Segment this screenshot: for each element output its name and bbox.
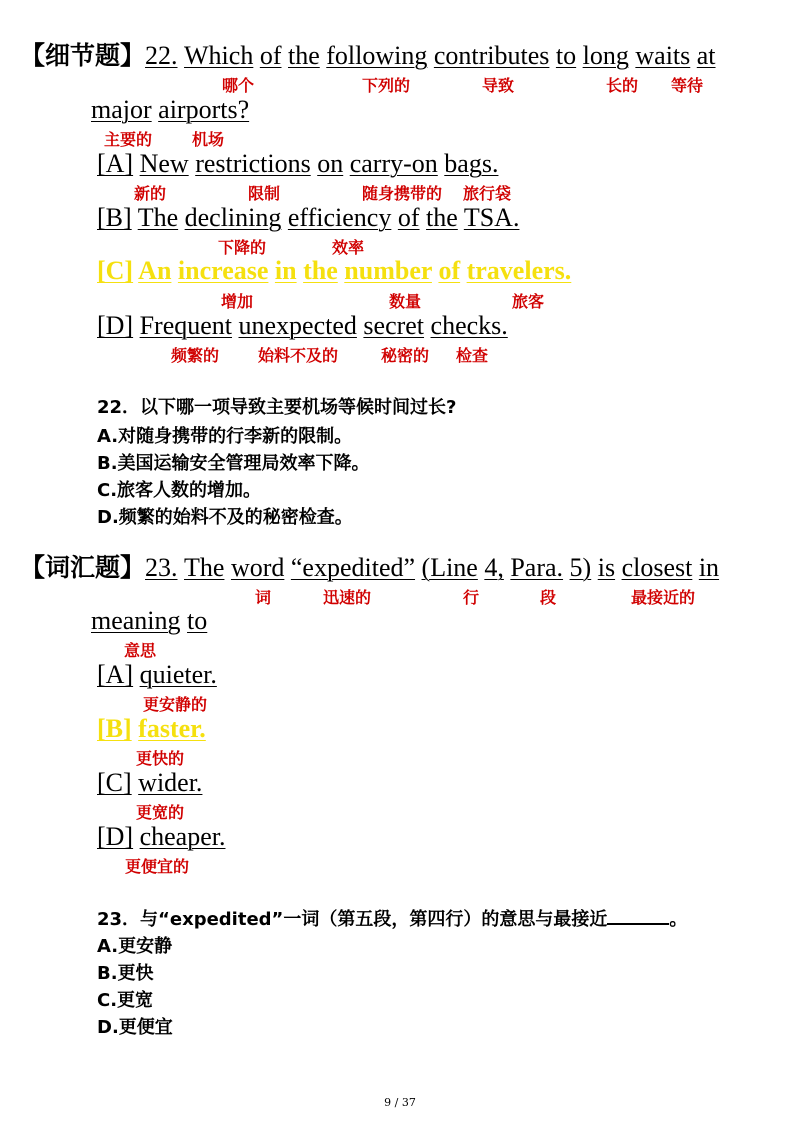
word: following	[326, 41, 428, 70]
gloss: 下列的	[362, 76, 411, 95]
word: Frequent	[139, 311, 233, 340]
word: travelers.	[466, 256, 572, 285]
gloss: 旅客	[512, 292, 545, 311]
option-letter: [D]	[97, 311, 134, 340]
q23-type-tag: 【词汇题】	[20, 553, 146, 582]
word: efficiency	[287, 203, 392, 232]
gloss: 段	[540, 588, 557, 607]
q23-translation-a: A.更安静	[97, 936, 173, 957]
word: on	[317, 149, 344, 178]
q23-translation-stem	[97, 909, 687, 931]
option-letter: [A]	[97, 660, 134, 689]
word: New	[139, 149, 189, 178]
gloss: 检查	[456, 346, 489, 365]
word: (Line	[421, 553, 478, 582]
word: of	[438, 256, 461, 285]
q23-option-d	[97, 822, 225, 852]
word: restrictions	[195, 149, 311, 178]
q22-option-c	[97, 256, 571, 286]
gloss: 更安静的	[143, 695, 208, 714]
word: cheaper.	[139, 822, 226, 851]
word: secret	[363, 311, 425, 340]
q22-option-a	[97, 149, 498, 179]
q22-stem-line1	[20, 41, 716, 71]
gloss: 长的	[606, 76, 639, 95]
translation-text: 。	[669, 909, 688, 930]
word: 4,	[484, 553, 504, 582]
word: the	[303, 256, 338, 285]
q22-stem-line2	[91, 95, 249, 125]
gloss: 更快的	[136, 749, 185, 768]
gloss: 频繁的	[171, 346, 220, 365]
q22-translation-c: C.旅客人数的增加。	[97, 480, 262, 501]
word: at	[696, 41, 716, 70]
word: The	[137, 203, 179, 232]
word: bags.	[444, 149, 499, 178]
word: An	[138, 256, 172, 285]
word: the	[288, 41, 320, 70]
gloss: 最接近的	[631, 588, 696, 607]
word: 22.	[145, 41, 178, 70]
answer-blank	[607, 909, 669, 925]
gloss: 新的	[134, 184, 167, 203]
q23-translation-b: B.更快	[97, 963, 154, 984]
gloss: 词	[255, 588, 272, 607]
word: of	[259, 41, 282, 70]
gloss: 导致	[482, 76, 515, 95]
gloss: 秘密的	[381, 346, 430, 365]
page-number: 9 / 37	[384, 1096, 416, 1109]
q22-option-b	[97, 203, 519, 233]
option-letter: [C]	[97, 768, 132, 797]
gloss: 迅速的	[323, 588, 372, 607]
gloss: 随身携带的	[362, 184, 443, 203]
gloss: 意思	[124, 641, 157, 660]
word: meaning	[91, 606, 181, 635]
q22-translation-b: B.美国运输安全管理局效率下降。	[97, 453, 370, 474]
word: to	[555, 41, 577, 70]
q23-option-c	[97, 768, 202, 798]
word: carry-on	[349, 149, 438, 178]
gloss: 哪个	[222, 76, 255, 95]
gloss: 旅行袋	[463, 184, 512, 203]
q23-translation-c: C.更宽	[97, 990, 154, 1011]
q22-option-d	[97, 311, 508, 341]
word: in	[274, 256, 297, 285]
word: is	[597, 553, 616, 582]
word: 23.	[145, 553, 178, 582]
word: TSA.	[463, 203, 520, 232]
gloss: 效率	[332, 238, 365, 257]
word: major	[91, 95, 152, 124]
gloss: 限制	[248, 184, 281, 203]
q22-type-tag: 【细节题】	[20, 41, 146, 70]
gloss: 更便宜的	[125, 857, 190, 876]
word: in	[698, 553, 720, 582]
word: quieter.	[139, 660, 217, 689]
q22-translation-d: D.频繁的始料不及的秘密检查。	[97, 507, 353, 528]
word: word	[230, 553, 285, 582]
option-letter: [A]	[97, 149, 134, 178]
word: number	[344, 256, 432, 285]
word: unexpected	[238, 311, 357, 340]
option-letter: [B]	[97, 203, 132, 232]
word: closest	[621, 553, 693, 582]
option-letter: [B]	[97, 714, 132, 743]
gloss: 主要的	[104, 130, 153, 149]
word: Para.	[510, 553, 564, 582]
gloss: 数量	[389, 292, 422, 311]
gloss: 更宽的	[136, 803, 185, 822]
word: of	[397, 203, 420, 232]
gloss: 行	[463, 588, 480, 607]
word: Which	[184, 41, 254, 70]
q23-option-a	[97, 660, 217, 690]
word: checks.	[430, 311, 508, 340]
gloss: 下降的	[218, 238, 267, 257]
word: the	[426, 203, 458, 232]
word: long	[582, 41, 629, 70]
word: contributes	[433, 41, 550, 70]
q22-translation-stem: 22．以下哪一项导致主要机场等候时间过长?	[97, 397, 457, 418]
gloss: 增加	[221, 292, 254, 311]
word: airports?	[158, 95, 250, 124]
word: increase	[177, 256, 269, 285]
q23-stem-line2	[91, 606, 207, 636]
word: wider.	[138, 768, 203, 797]
word: faster.	[138, 714, 206, 743]
word: “expedited”	[290, 553, 416, 582]
q23-option-b	[97, 714, 206, 744]
translation-text: 23．与“expedited”一词（第五段，第四行）的意思与最接近	[97, 909, 608, 930]
option-letter: [D]	[97, 822, 134, 851]
word: declining	[184, 203, 282, 232]
word: waits	[635, 41, 691, 70]
q23-stem-line1	[20, 553, 719, 583]
option-letter: [C]	[97, 256, 134, 285]
gloss: 机场	[192, 130, 225, 149]
word: 5)	[569, 553, 592, 582]
gloss: 始料不及的	[258, 346, 339, 365]
gloss: 等待	[671, 76, 704, 95]
word: The	[184, 553, 225, 582]
word: to	[187, 606, 208, 635]
q23-translation-d: D.更便宜	[97, 1017, 173, 1038]
q22-translation-a: A.对随身携带的行李新的限制。	[97, 426, 353, 447]
